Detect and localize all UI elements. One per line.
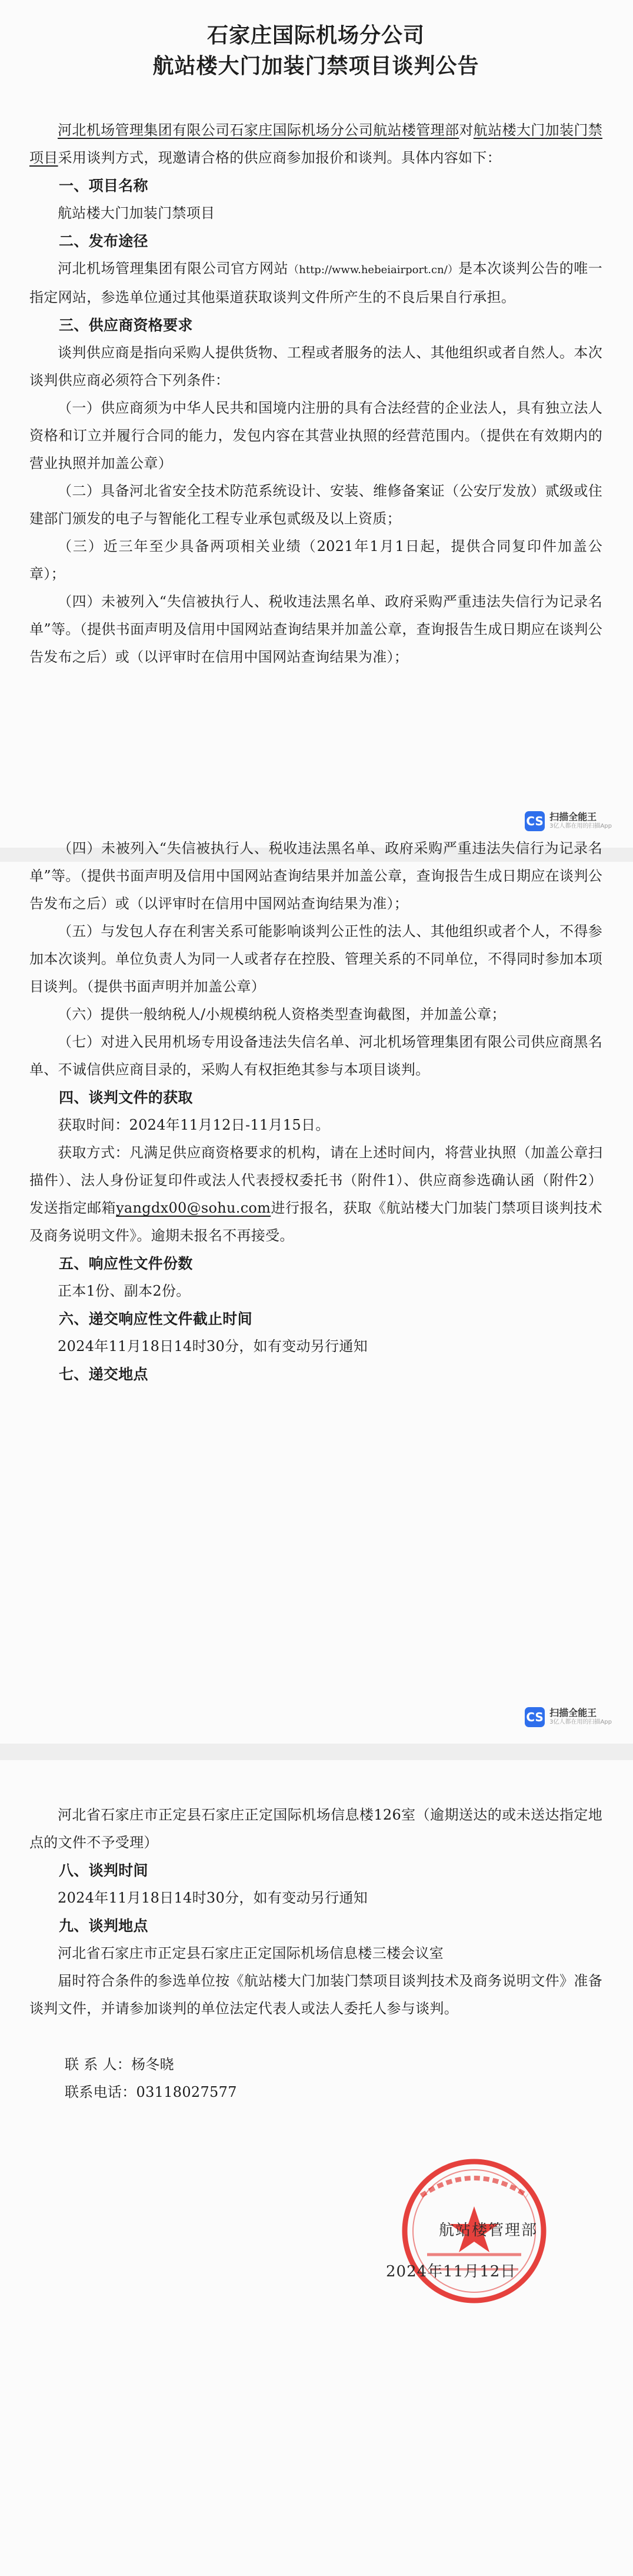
intro-mid: 对 <box>459 122 474 138</box>
watermark-name: 扫描全能王 <box>549 811 597 822</box>
section-4-method-b: 进行报名，获取《航站楼大门加装门禁项目谈判技术及商务说明文件》。逾期未报名不再接受。 <box>29 1200 602 1244</box>
signature-date: 2024年11月12日 <box>386 2263 517 2280</box>
title-line-2: 航站楼大门加装门禁项目谈判公告 <box>152 54 479 78</box>
contact-person-label: 联 系 人： <box>65 2056 132 2073</box>
section-3-intro: 谈判供应商是指向采购人提供货物、工程或者服务的法人、其他组织或者自然人。本次谈判供应商必须符合下列条件： <box>29 344 602 389</box>
section-5-heading: 五、响应性文件份数 <box>59 1255 193 1272</box>
scanner-watermark-2 <box>525 1707 612 1727</box>
section-2-body-a: 河北机场管理集团有限公司官方网站 <box>58 260 289 277</box>
section-4-method <box>29 1139 602 1250</box>
requirement-1: （一）供应商须为中华人民共和国境内注册的具有合法经营的企业法人，具有独立法人资格和订立并履行合同的能力，发包内容在其营业执照的经营范围内。（提供在有效期内的营业执照并加盖公章） <box>29 400 602 472</box>
section-9-note: 届时符合条件的参选单位按《航站楼大门加装门禁项目谈判技术及商务说明文件》准备谈判文件，并请参加谈判的单位法定代表人或法人委托人参与谈判。 <box>29 1973 602 2017</box>
document-page-2 <box>0 840 633 1744</box>
section-7-body: 河北省石家庄市正定县石家庄正定国际机场信息楼126室（逾期送达的或未送达指定地点的文件不予受理） <box>29 1807 602 1851</box>
contact-phone <box>29 2079 602 2106</box>
signature-org: 航站楼管理部 <box>439 2222 538 2239</box>
requirement-3: （三）近三年至少具备两项相关业绩（2021年1月1日起，提供合同复印件加盖公章）； <box>29 538 602 582</box>
section-4-heading: 四、谈判文件的获取 <box>59 1089 193 1106</box>
official-website-link[interactable]: （http://www.hebeiairport.cn/） <box>288 264 459 276</box>
section-6-body: 2024年11月18日14时30分，如有变动另行通知 <box>58 1338 368 1355</box>
page-gap-2 <box>0 1744 633 1760</box>
contact-phone-label: 联系电话： <box>65 2084 136 2100</box>
scanner-logo-icon: CS <box>525 811 545 831</box>
document-title <box>29 0 602 81</box>
section-9-heading: 九、谈判地点 <box>59 1917 148 1934</box>
intro-org: 河北机场管理集团有限公司石家庄国际机场分公司航站楼管理部 <box>58 122 459 138</box>
section-4-method-a: 获取方式：凡满足供应商资格要求的机构，请在上述时间内，将营业执照（加盖公章扫描件）、法人身份证复印件或法人代表授权委托书（附件1）、供应商参选确认函（附件2）发送指定邮箱 <box>29 1144 602 1216</box>
intro-paragraph <box>29 117 602 172</box>
page-2-content <box>29 835 602 1741</box>
contact-phone-number: 03118027577 <box>136 2084 237 2100</box>
scanner-logo-icon-2: CS <box>525 1707 545 1727</box>
document-page-3 <box>0 1760 633 2576</box>
section-2-body-b: 是本次谈判公告的唯一指定网站，参选单位通过其他渠道获取谈判文件所产生的不良后果自行承担。 <box>29 260 602 306</box>
requirement-4-continued: （四）未被列入“失信被执行人、税收违法黑名单、政府采购严重违法失信行为记录名单”等。（提供书面声明及信用中国网站查询结果并加盖公章，查询报告生成日期应在谈判公告发布之后）或（以评审时在信用中国网站查询结果为准）； <box>29 840 602 912</box>
scanner-watermark <box>525 811 612 831</box>
section-3-heading: 三、供应商资格要求 <box>59 317 193 334</box>
requirement-2: （二）具备河北省安全技术防范系统设计、安装、维修备案证（公安厅发放）贰级或住建部门颁发的电子与智能化工程专业承包贰级及以上资质； <box>29 483 602 527</box>
section-6-heading: 六、递交响应性文件截止时间 <box>59 1310 252 1327</box>
intro-project: 航站楼大门加装门禁项目 <box>29 122 602 166</box>
requirement-4: （四）未被列入“失信被执行人、税收违法黑名单、政府采购严重违法失信行为记录名单”等。（提供书面声明及信用中国网站查询结果并加盖公章，查询报告生成日期应在谈判公告发布之后）或（以评审时在信用中国网站查询结果为准）； <box>29 593 602 665</box>
section-1-heading: 一、项目名称 <box>59 177 148 194</box>
contact-person <box>29 2051 602 2079</box>
requirement-6: （六）提供一般纳税人/小规模纳税人资格类型查询截图，并加盖公章； <box>58 1006 506 1023</box>
section-7-heading: 七、递交地点 <box>59 1366 148 1383</box>
section-2-heading: 二、发布途径 <box>59 233 148 250</box>
requirement-7: （七）对进入民用机场专用设备违法失信名单、河北机场管理集团有限公司供应商黑名单、不诚信供应商目录的，采购人有权拒绝其参与本项目谈判。 <box>29 1034 602 1078</box>
registration-email-link[interactable]: yangdx00@sohu.com <box>116 1200 271 1216</box>
section-2-body <box>29 255 602 311</box>
contact-person-name: 杨冬晓 <box>131 2056 174 2073</box>
section-1-body: 航站楼大门加装门禁项目 <box>58 205 215 221</box>
document-page-1 <box>0 0 633 848</box>
watermark-name-2: 扫描全能王 <box>549 1707 597 1718</box>
watermark-subtitle-2: 3亿人都在用的扫描App <box>549 1719 612 1725</box>
section-8-heading: 八、谈判时间 <box>59 1862 148 1879</box>
section-5-body: 正本1份、副本2份。 <box>58 1283 191 1299</box>
watermark-subtitle: 3亿人都在用的扫描App <box>549 823 612 829</box>
section-4-time: 获取时间：2024年11月12日-11月15日。 <box>58 1117 330 1133</box>
requirement-5: （五）与发包人存在利害关系可能影响谈判公正性的法人、其他组织或者个人，不得参加本次谈判。单位负责人为同一人或者存在控股、管理关系的不同单位，不得同时参加本项目谈判。（提供书面声明并加盖公章） <box>29 923 602 995</box>
section-8-body: 2024年11月18日14时30分，如有变动另行通知 <box>58 1890 368 1906</box>
title-line-1: 石家庄国际机场分公司 <box>206 23 425 48</box>
signature-block <box>386 2149 580 2325</box>
intro-rest: 采用谈判方式，现邀请合格的供应商参加报价和谈判。具体内容如下： <box>58 150 501 166</box>
section-9-body: 河北省石家庄市正定县石家庄正定国际机场信息楼三楼会议室 <box>58 1945 444 1961</box>
